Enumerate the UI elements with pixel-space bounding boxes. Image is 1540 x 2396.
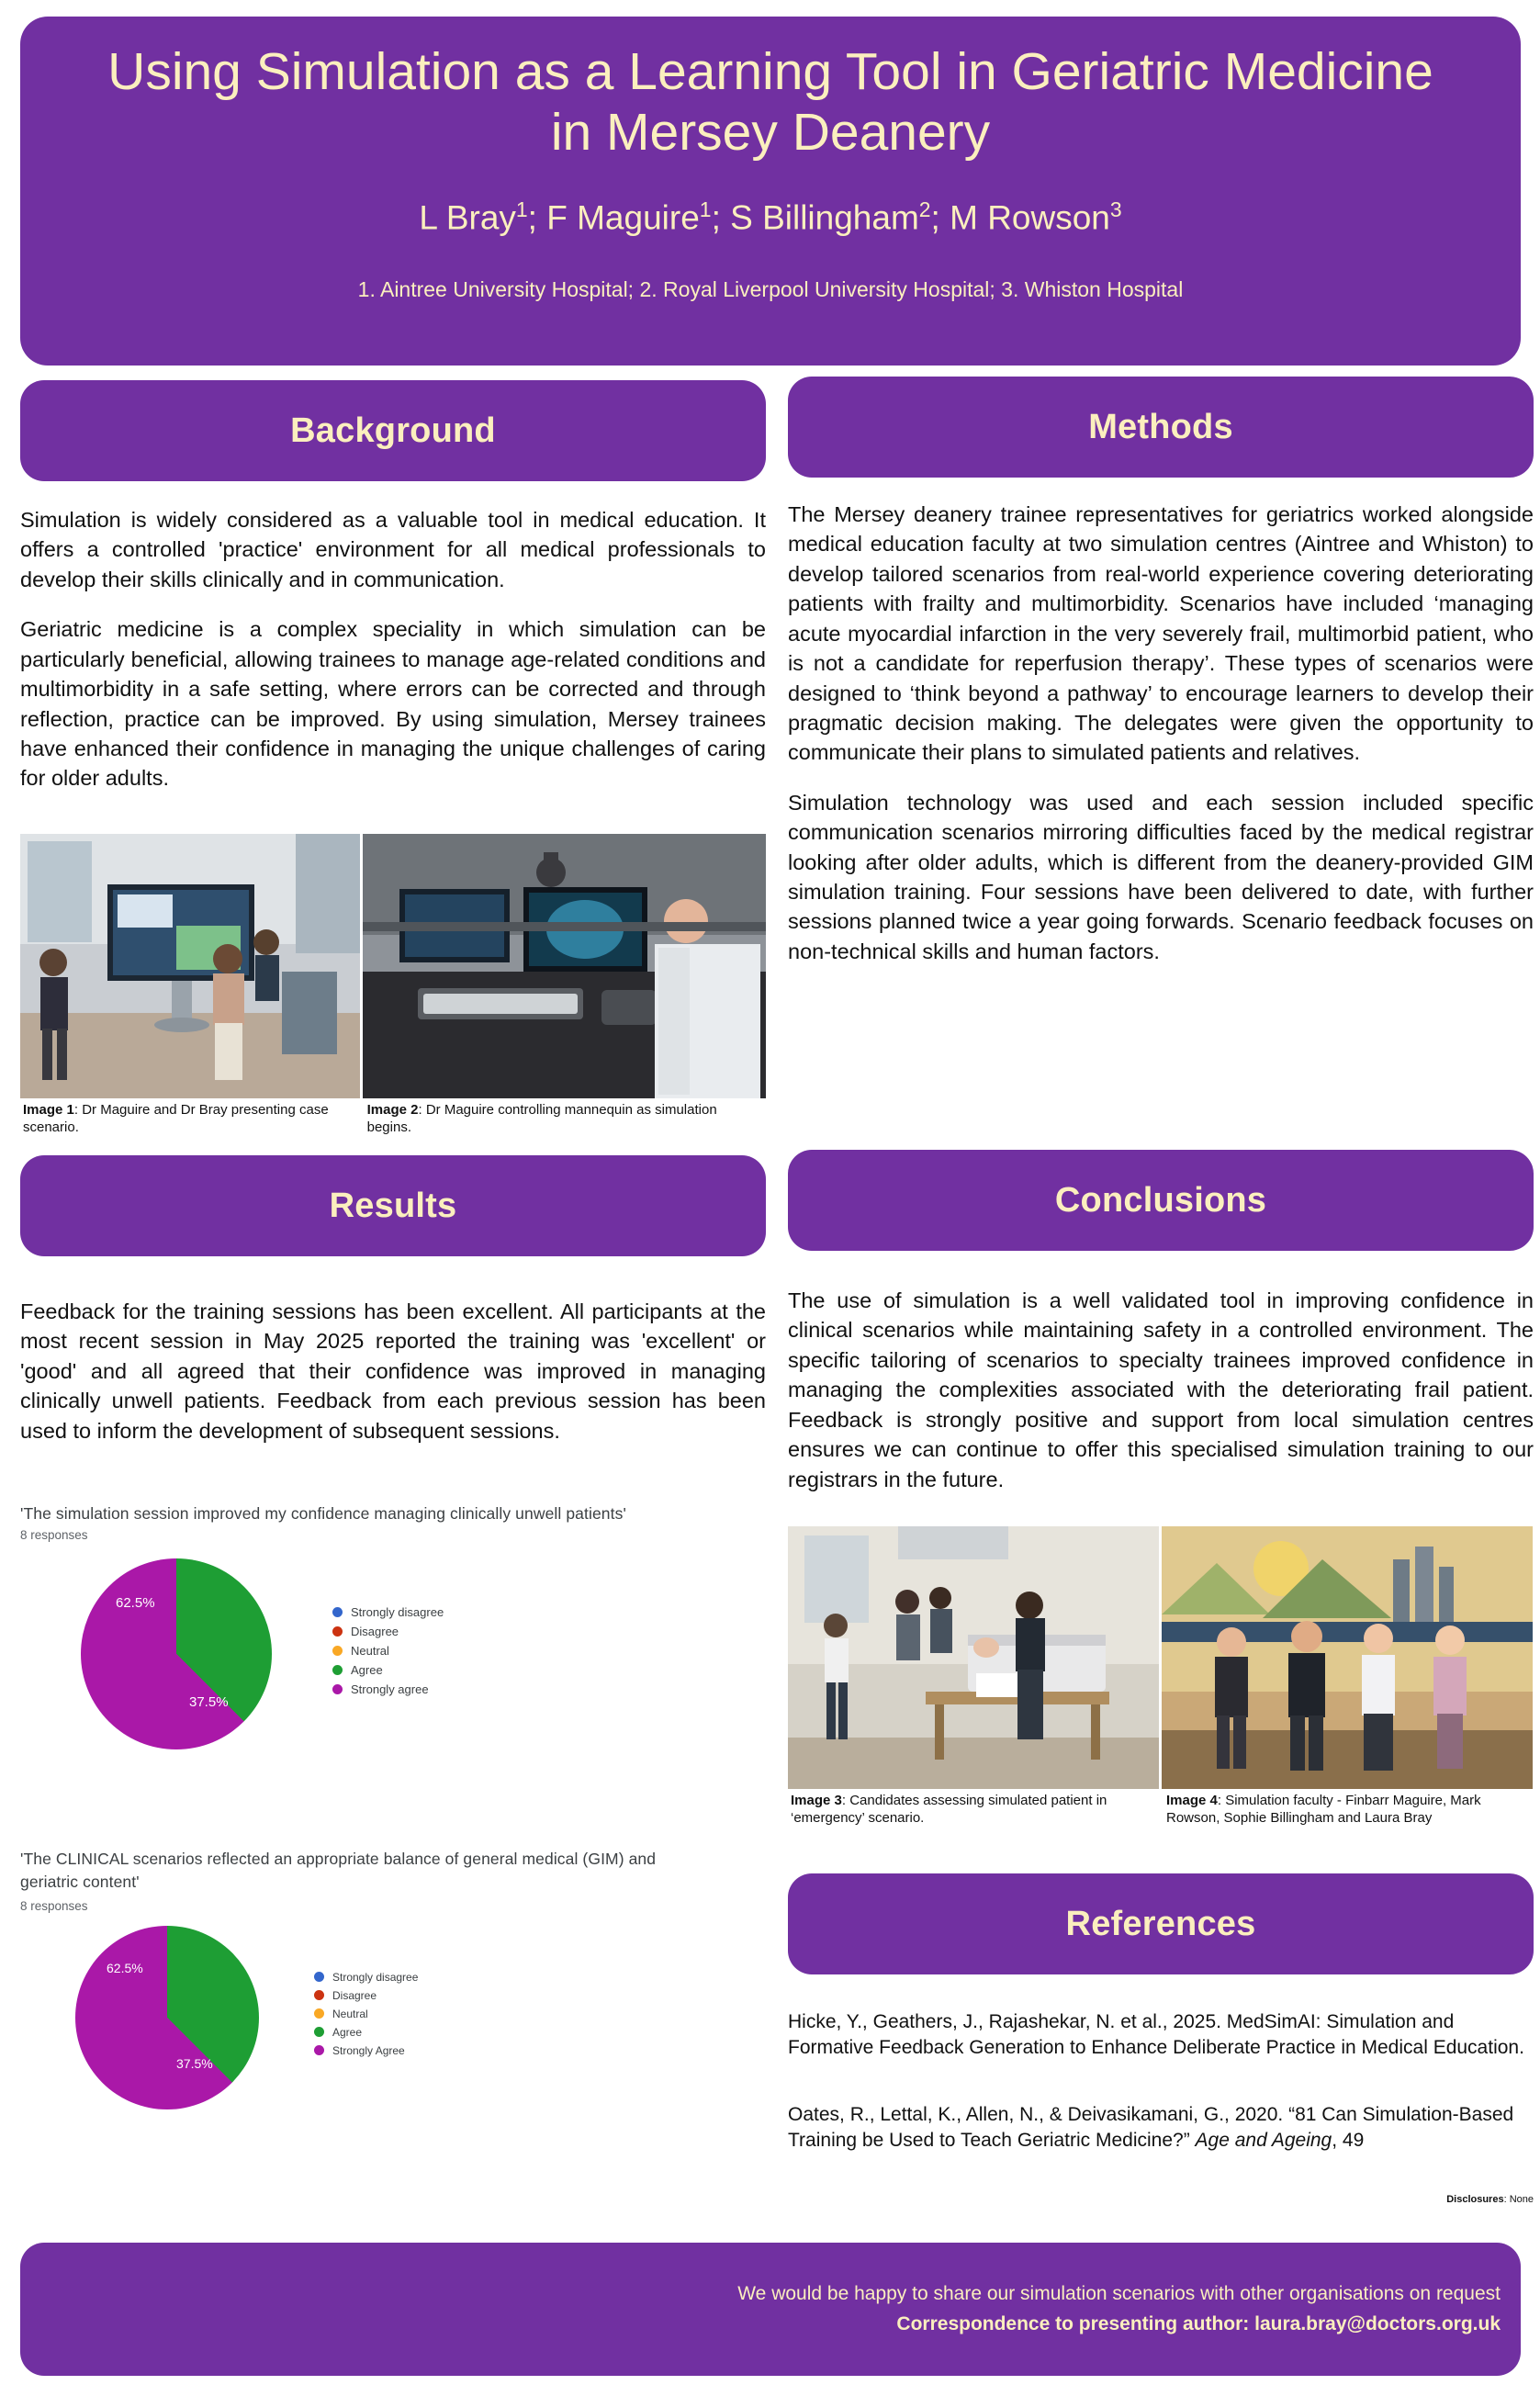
legend-swatch-icon: [332, 1607, 343, 1617]
footer-correspondence: Correspondence to presenting author: laura.bray@doctors.org.uk: [896, 2313, 1501, 2334]
chart-1-legend-label-3: Agree: [351, 1662, 383, 1677]
legend-swatch-icon: [314, 2027, 324, 2037]
chart-2-legend-item-0: [314, 1972, 418, 1983]
image-2-caption: [365, 1098, 766, 1137]
legend-swatch-icon: [332, 1626, 343, 1637]
disclosures-value: : None: [1503, 2194, 1534, 2206]
image-3-label: Image 3: [791, 1793, 842, 1808]
conclusions-images: [788, 1526, 1534, 1828]
conclusions-body: [788, 1286, 1534, 1494]
background-heading: Background: [20, 380, 766, 481]
image-1-photo: [20, 834, 360, 1098]
image-2-label: Image 2: [366, 1102, 419, 1118]
legend-swatch-icon: [314, 2045, 324, 2055]
page-title: Using Simulation as a Learning Tool in Geriatric Medicine in Mersey Deanery: [107, 42, 1433, 162]
chart-1-slice-label-agree: 37.5%: [189, 1694, 229, 1710]
chart-2-slice-label-strongly-agree: 62.5%: [107, 1960, 143, 1975]
chart-2-legend-label-2: Neutral: [332, 2007, 368, 2020]
methods-heading: Methods: [788, 377, 1534, 478]
disclosures-label: Disclosures: [1446, 2194, 1504, 2206]
poster-header: [20, 17, 1521, 366]
chart-2-legend-item-4: [314, 2045, 418, 2056]
image-4-caption-text: : Simulation faculty - Finbarr Maguire, Mark Rowson, Sophie Billingham and Laura Bray: [1166, 1793, 1481, 1826]
image-1-caption-text: : Dr Maguire and Dr Bray presenting case scenario.: [23, 1102, 329, 1135]
background-body: [20, 505, 766, 793]
chart-2-pie: [75, 1926, 259, 2109]
image-4-photo: [1162, 1526, 1533, 1789]
legend-swatch-icon: [314, 2008, 324, 2019]
references-section: [788, 1873, 1534, 2205]
chart-1-slice-label-strongly-agree: 62.5%: [116, 1595, 155, 1611]
chart-2-legend: [314, 1972, 418, 2064]
reference-item-1: Hicke, Y., Geathers, J., Rajashekar, N. et al., 2025. MedSimAI: Simulation and Formative Feedback Generation to Enhance Deliberate Practice in Medical Education.: [788, 2011, 1524, 2059]
image-4-caption: [1163, 1789, 1534, 1828]
methods-paragraph-2: Simulation technology was used and each session included specific communication scenarios mirroring difficulties faced by the medical registrar looking after older adults, which is different from the deanery-provided GIM simulation training. Four sessions have been delivered to date, with further sessions planned twice a year going forwards. Scenario feedback focuses on non-technical skills and human factors.: [788, 790, 1534, 963]
image-3-photo: [788, 1526, 1159, 1789]
chart-1-legend-item-4: [332, 1683, 444, 1695]
chart-1-legend-item-0: [332, 1606, 444, 1618]
chart-1-legend: [332, 1606, 444, 1703]
image-2-caption-text: : Dr Maguire controlling mannequin as simulation begins.: [366, 1102, 717, 1135]
chart-2-legend-label-4: Strongly Agree: [332, 2043, 405, 2057]
affiliation-list: 1. Aintree University Hospital; 2. Royal Liverpool University Hospital; 3. Whiston Hospital: [357, 277, 1184, 302]
background-paragraph-1: Simulation is widely considered as a valuable tool in medical education. It offers a controlled 'practice' environment for all medical professionals to develop their skills clinically and in communication.: [20, 508, 766, 591]
chart-2-legend-label-1: Disagree: [332, 1988, 377, 2002]
chart-1-legend-label-0: Strongly disagree: [351, 1604, 444, 1619]
conclusions-paragraph-1: The use of simulation is a well validated tool in improving confidence in clinical scenarios while maintaining safety in a controlled environment. The specific tailoring of scenarios to specialty trainees improved confidence in managing the complexities associated with the deteriorating frail patient. Feedback is strongly positive and support from local simulation centres ensures we can continue to offer this specialised simulation training to our registrars in the future.: [788, 1288, 1534, 1491]
methods-body: [788, 500, 1534, 966]
legend-swatch-icon: [314, 1990, 324, 2000]
chart-2-legend-label-3: Agree: [332, 2025, 363, 2039]
legend-swatch-icon: [332, 1665, 343, 1675]
background-paragraph-2: Geriatric medicine is a complex speciality in which simulation can be particularly beneficial, allowing trainees to manage age-related conditions and multimorbidity in a safe setting, where errors can be corrected and through reflection, practice can be improved. By using simulation, Mersey trainees have enhanced their confidence in managing the unique challenges of caring for older adults.: [20, 617, 766, 791]
references-heading: References: [788, 1873, 1534, 1974]
reference-item-2: [788, 2102, 1534, 2154]
results-heading: Results: [20, 1155, 766, 1256]
references-body: [788, 2009, 1534, 2154]
reference-2-part-2: , 49: [1332, 2130, 1365, 2152]
chart-2-legend-item-3: [314, 2027, 418, 2038]
chart-1-legend-label-2: Neutral: [351, 1643, 389, 1658]
chart-1-legend-label-4: Strongly agree: [351, 1682, 429, 1696]
footer-share-note: We would be happy to share our simulation scenarios with other organisations on request: [737, 2283, 1501, 2304]
chart-2-slice-label-agree: 37.5%: [176, 2055, 213, 2071]
image-1-caption: [20, 1098, 359, 1137]
chart-2-legend-item-2: [314, 2008, 418, 2019]
chart-1: [20, 1504, 766, 1749]
image-3-caption: [788, 1789, 1158, 1828]
methods-section: [788, 377, 1534, 966]
image-4-label: Image 4: [1166, 1793, 1218, 1808]
background-images: [20, 834, 766, 1137]
results-body: [20, 1297, 766, 1445]
chart-1-legend-label-1: Disagree: [351, 1624, 399, 1638]
poster-footer: [20, 2243, 1521, 2376]
results-section: [20, 1155, 766, 1445]
chart-1-legend-item-2: [332, 1645, 444, 1657]
chart-1-pie: [81, 1558, 272, 1749]
chart-1-legend-item-1: [332, 1625, 444, 1637]
conclusions-section: [788, 1150, 1534, 1494]
chart-1-title: 'The simulation session improved my confidence managing clinically unwell patients': [20, 1504, 626, 1523]
legend-swatch-icon: [314, 1972, 324, 1982]
disclosures: [788, 2194, 1534, 2205]
reference-2-part-1: Oates, R., Lettal, K., Allen, N., & Deivasikamani, G., 2020. “81 Can Simulation-Based Training be Used to Teach Geriatric Medicine?”: [788, 2103, 1514, 2152]
results-paragraph-1: Feedback for the training sessions has been excellent. All participants at the most recent session in May 2025 reported the training was 'excellent' or 'good' and all agreed that their confidence was improved in managing clinically unwell patients. Feedback from each previous session has been used to inform the development of subsequent sessions.: [20, 1299, 766, 1443]
conclusions-heading: Conclusions: [788, 1150, 1534, 1251]
legend-swatch-icon: [332, 1646, 343, 1656]
chart-2-legend-item-1: [314, 1990, 418, 2001]
methods-paragraph-1: The Mersey deanery trainee representatives for geriatrics worked alongside medical education faculty at two simulation centres (Aintree and Whiston) to develop tailored scenarios from real-world experience covering deteriorating patients with frailty and multimorbidity. Scenarios have included ‘managing acute myocardial infarction in the very severely frail, multimorbid patient, who is not a candidate for reperfusion therapy’. These types of scenarios were designed to ‘think beyond a pathway’ to encourage learners to develop their pragmatic decision making. The delegates were given the opportunity to communicate their plans to simulated patients and relatives.: [788, 502, 1534, 765]
chart-2: [20, 1848, 766, 2109]
image-2-photo: [363, 834, 766, 1098]
reference-2-journal: Age and Ageing: [1195, 2130, 1332, 2152]
image-1-label: Image 1: [23, 1102, 74, 1118]
chart-1-legend-item-3: [332, 1664, 444, 1676]
chart-2-subtitle: 8 responses: [20, 1898, 88, 1913]
legend-swatch-icon: [332, 1684, 343, 1694]
author-list: L Bray$^1$; F Maguire$^1$; S Billingham$^2$; M Rowson$^3$: [419, 197, 1122, 237]
image-3-caption-text: : Candidates assessing simulated patient in ‘emergency’ scenario.: [791, 1793, 1107, 1826]
chart-2-legend-label-0: Strongly disagree: [332, 1970, 419, 1984]
chart-1-subtitle: 8 responses: [20, 1528, 88, 1542]
chart-2-title: 'The CLINICAL scenarios reflected an appropriate balance of general medical (GIM) and geriatric content': [20, 1850, 657, 1892]
background-section: [20, 380, 766, 793]
